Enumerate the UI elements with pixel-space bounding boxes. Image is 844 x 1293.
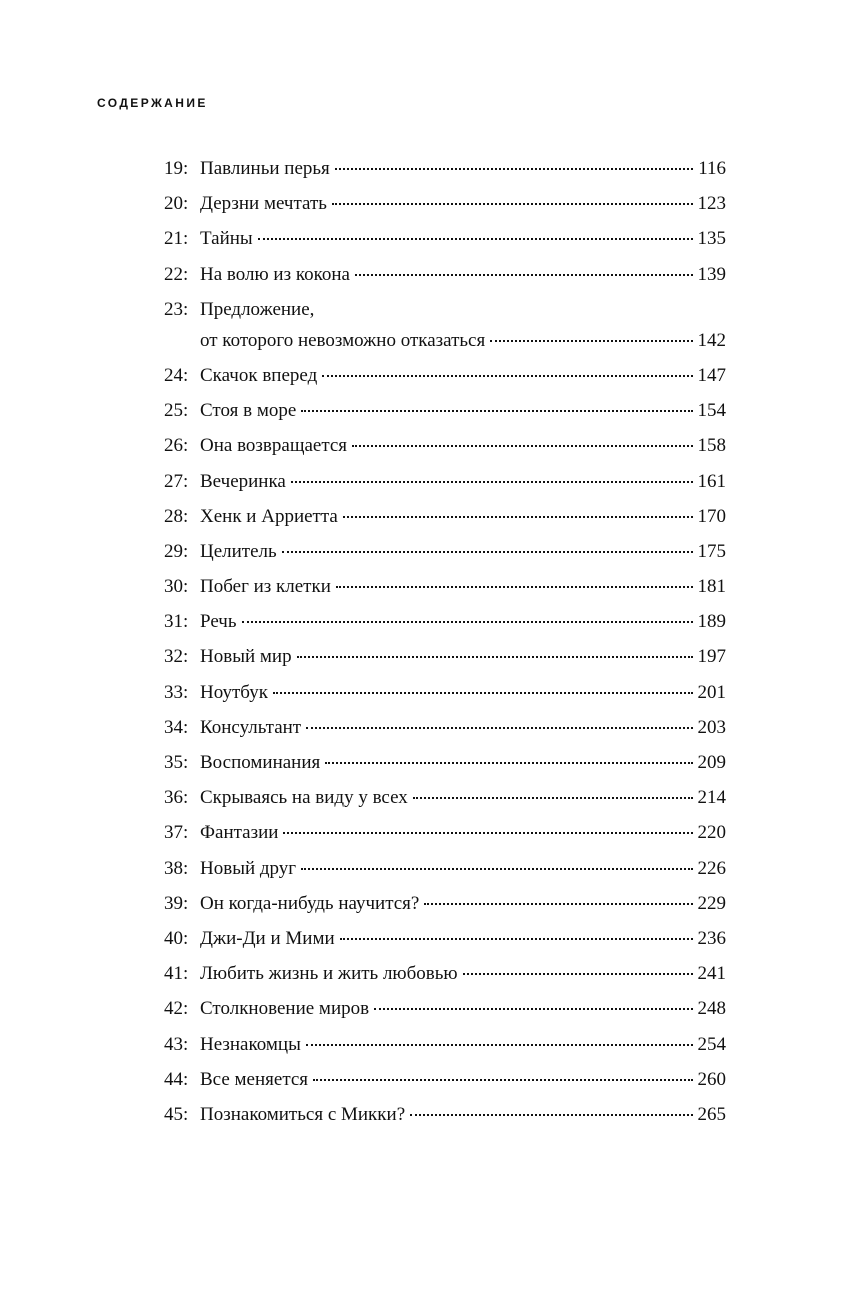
chapter-number: 30: xyxy=(164,576,189,598)
page-number: 201 xyxy=(697,681,726,703)
toc-entry xyxy=(164,541,726,576)
dot-leader xyxy=(343,516,693,518)
chapter-title: Новый мир xyxy=(200,646,292,668)
page-number: 209 xyxy=(697,752,726,773)
chapter-title: На волю из кокона xyxy=(200,263,350,285)
page-number: 254 xyxy=(697,1033,726,1055)
page-number: 181 xyxy=(697,576,726,598)
chapter-number: 40: xyxy=(164,927,189,949)
toc-entry xyxy=(164,299,726,330)
page-number: 236 xyxy=(697,927,726,949)
chapter-title: Ноутбук xyxy=(200,681,268,703)
page-number: 260 xyxy=(697,1068,726,1090)
toc-entry xyxy=(164,1069,726,1104)
chapter-title: Воспоминания xyxy=(200,752,321,773)
page-number: 214 xyxy=(697,787,726,809)
dot-leader xyxy=(282,551,693,553)
page-number: 154 xyxy=(697,400,726,422)
chapter-title: Побег из клетки xyxy=(200,576,331,598)
toc-entry xyxy=(164,1034,726,1069)
dot-leader xyxy=(291,481,693,483)
page-number: 158 xyxy=(697,435,726,457)
chapter-title: Павлиньи перья xyxy=(200,158,330,179)
dot-leader xyxy=(490,340,692,342)
dot-leader xyxy=(335,168,693,170)
toc-entry xyxy=(164,576,726,611)
chapter-title: Скачок вперед xyxy=(200,364,318,386)
toc-entry xyxy=(164,1104,726,1139)
chapter-title: Вечеринка xyxy=(200,470,286,492)
dot-leader xyxy=(313,1079,692,1081)
chapter-number: 33: xyxy=(164,681,189,703)
chapter-number: 39: xyxy=(164,892,189,914)
page-number: 147 xyxy=(697,364,726,386)
chapter-number: 41: xyxy=(164,963,189,985)
chapter-title: Хенк и Арриетта xyxy=(200,505,338,527)
dot-leader xyxy=(301,868,692,870)
chapter-number: 31: xyxy=(164,611,189,633)
dot-leader xyxy=(258,238,693,240)
toc-entry xyxy=(164,893,726,928)
chapter-number: 24: xyxy=(164,364,189,386)
page-number: 226 xyxy=(697,857,726,879)
chapter-number: 21: xyxy=(164,228,189,250)
toc-entry xyxy=(164,822,726,857)
chapter-title: Скрываясь на виду у всех xyxy=(200,787,408,809)
toc-entry xyxy=(164,435,726,470)
page-number: 189 xyxy=(697,611,726,633)
chapter-title: Незнакомцы xyxy=(200,1033,301,1055)
toc-entry xyxy=(164,611,726,646)
dot-leader xyxy=(322,375,692,377)
chapter-title: Целитель xyxy=(200,540,277,562)
chapter-number: 20: xyxy=(164,193,189,215)
chapter-title: Дерзни мечтать xyxy=(200,193,327,215)
chapter-number: 44: xyxy=(164,1068,189,1090)
dot-leader xyxy=(352,445,692,447)
page-number: 220 xyxy=(697,822,726,844)
chapter-title: Предложение, xyxy=(200,298,315,320)
page-number: 139 xyxy=(697,263,726,285)
toc-entry-continuation xyxy=(164,330,726,365)
chapter-title: Столкновение миров xyxy=(200,998,370,1020)
dot-leader xyxy=(306,1044,693,1046)
chapter-title: Любить жизнь и жить любовью xyxy=(200,963,458,985)
toc-entry xyxy=(164,717,726,752)
chapter-number: 25: xyxy=(164,400,189,422)
chapter-number: 32: xyxy=(164,646,189,668)
chapter-number: 36: xyxy=(164,787,189,809)
toc-entry xyxy=(164,682,726,717)
page-number: 142 xyxy=(697,329,726,351)
chapter-title: Новый друг xyxy=(200,857,297,879)
dot-leader xyxy=(283,832,692,834)
dot-leader xyxy=(325,762,692,764)
page-number: 241 xyxy=(697,963,726,985)
chapter-number: 43: xyxy=(164,1033,189,1055)
chapter-number: 29: xyxy=(164,540,189,562)
dot-leader xyxy=(340,938,693,940)
table-of-contents xyxy=(164,158,726,1139)
chapter-number: 37: xyxy=(164,822,189,844)
toc-entry xyxy=(164,400,726,435)
chapter-number: 27: xyxy=(164,470,189,492)
dot-leader xyxy=(410,1114,692,1116)
chapter-number: 38: xyxy=(164,857,189,879)
chapter-number: 28: xyxy=(164,505,189,527)
page-number: 123 xyxy=(697,193,726,215)
toc-entry xyxy=(164,858,726,893)
running-header: СОДЕРЖАНИЕ xyxy=(97,96,208,110)
chapter-title: Тайны xyxy=(200,228,253,250)
toc-entry xyxy=(164,787,726,822)
toc-entry xyxy=(164,365,726,400)
dot-leader xyxy=(306,727,692,729)
page-number: 116 xyxy=(698,158,726,179)
dot-leader xyxy=(297,656,693,658)
chapter-title-line2: от которого невозможно отказаться xyxy=(200,329,486,351)
dot-leader xyxy=(374,1008,692,1010)
toc-entry xyxy=(164,193,726,228)
page-number: 170 xyxy=(697,505,726,527)
chapter-title: Он когда-нибудь научится? xyxy=(200,892,420,914)
toc-entry xyxy=(164,506,726,541)
dot-leader xyxy=(242,621,693,623)
toc-entry xyxy=(164,158,726,193)
toc-entry xyxy=(164,471,726,506)
toc-entry xyxy=(164,646,726,681)
page-number: 265 xyxy=(697,1103,726,1125)
page-number: 197 xyxy=(697,646,726,668)
dot-leader xyxy=(355,274,693,276)
chapter-title: Консультант xyxy=(200,716,302,738)
toc-entry xyxy=(164,228,726,263)
chapter-title: Все меняется xyxy=(200,1068,309,1090)
dot-leader xyxy=(332,203,693,205)
chapter-number: 23: xyxy=(164,298,189,320)
dot-leader xyxy=(273,692,693,694)
page-number: 161 xyxy=(697,470,726,492)
chapter-number: 34: xyxy=(164,716,189,738)
page-number: 175 xyxy=(697,540,726,562)
toc-entry xyxy=(164,998,726,1033)
dot-leader xyxy=(424,903,692,905)
chapter-title: Фантазии xyxy=(200,822,279,844)
dot-leader xyxy=(463,973,693,975)
chapter-title: Джи-Ди и Мими xyxy=(200,927,335,949)
chapter-title: Она возвращается xyxy=(200,435,348,457)
dot-leader xyxy=(413,797,693,799)
page-number: 135 xyxy=(697,228,726,250)
page-number: 203 xyxy=(697,716,726,738)
chapter-number: 22: xyxy=(164,263,189,285)
chapter-title: Познакомиться с Микки? xyxy=(200,1103,406,1125)
page-number: 248 xyxy=(697,998,726,1020)
chapter-number: 19: xyxy=(164,158,189,179)
chapter-number: 45: xyxy=(164,1103,189,1125)
toc-entry xyxy=(164,928,726,963)
chapter-title: Стоя в море xyxy=(200,400,297,422)
toc-entry xyxy=(164,752,726,787)
dot-leader xyxy=(301,410,692,412)
chapter-number: 42: xyxy=(164,998,189,1020)
chapter-number: 26: xyxy=(164,435,189,457)
page-number: 229 xyxy=(697,892,726,914)
dot-leader xyxy=(336,586,693,588)
toc-entry xyxy=(164,264,726,299)
chapter-number: 35: xyxy=(164,752,189,773)
toc-entry xyxy=(164,963,726,998)
chapter-title: Речь xyxy=(200,611,237,633)
